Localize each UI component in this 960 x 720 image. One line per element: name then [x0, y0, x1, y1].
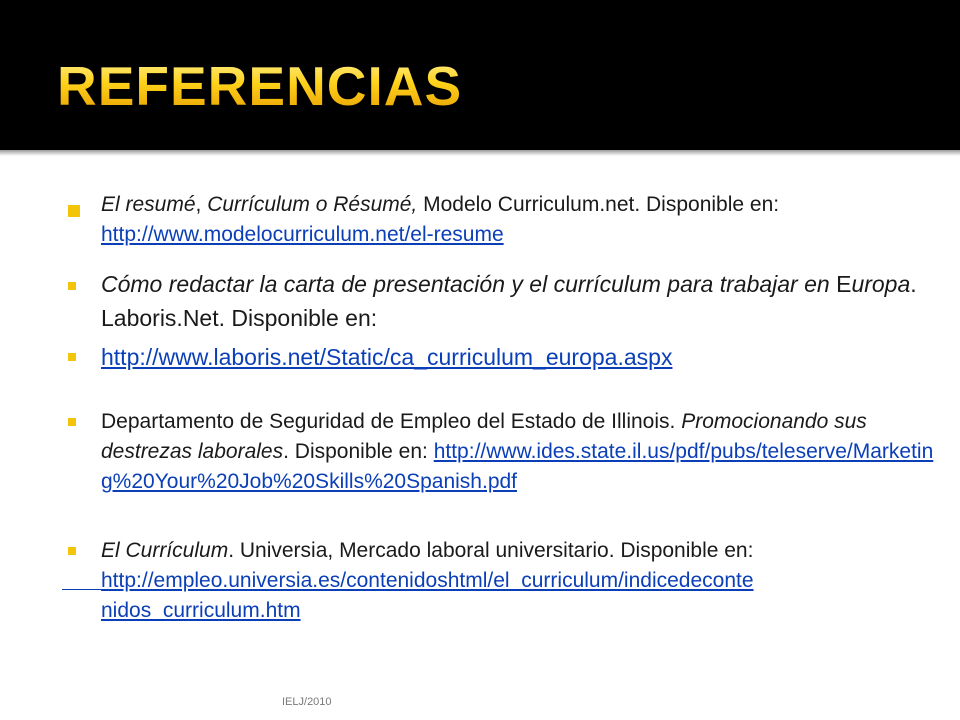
slide-header — [0, 0, 960, 150]
bullet-icon — [68, 547, 76, 555]
bullet-icon — [68, 282, 76, 290]
slide-title: REFERENCIAS — [57, 55, 463, 117]
reference-title: El resumé — [101, 193, 196, 216]
reference-link[interactable]: http://empleo.universia.es/contenidoshtml/el_curriculum/indicedeconte nidos_curriculum.htm — [101, 569, 754, 622]
reference-source: . Universia, Mercado laboral universitario. Disponible en: — [228, 539, 754, 562]
reference-item-5 — [101, 536, 941, 626]
reference-subtitle: Currículum o Résumé, — [207, 193, 418, 216]
link-underline — [62, 589, 102, 590]
reference-item-4 — [101, 407, 941, 497]
reference-source: Modelo Curriculum.net. Disponible en: — [417, 193, 780, 216]
reference-title: Promocionando sus destrezas laborales — [101, 410, 867, 463]
reference-item-2: Cómo redactar la carta de presentación y el currículum para trabajar en Europa. Laboris.Net. Disponible en: — [101, 271, 917, 331]
reference-link[interactable]: http://www.modelocurriculum.net/el-resume — [101, 223, 504, 246]
footer-text: IELJ/2010 — [282, 696, 332, 708]
reference-link[interactable]: http://www.ides.state.il.us/pdf/pubs/teleserve/Marketing%20Your%20Job%20Skills%20Spanish.pdf — [101, 440, 934, 493]
reference-source: . Laboris.Net. Disponible en: — [101, 271, 917, 331]
reference-item-3 — [101, 340, 921, 374]
reference-item-1: El resumé, Currículum o Résumé, Modelo Curriculum.net. Disponible en: http://www.modelocurriculum.net/el-resume — [101, 193, 780, 246]
bullet-icon — [68, 418, 76, 426]
reference-author: Departamento de Seguridad de Empleo del Estado de Illinois. — [101, 410, 682, 433]
reference-title: Cómo redactar la carta de presentación y el currículum para trabajar en — [101, 271, 837, 297]
reference-link[interactable]: http://www.laboris.net/Static/ca_curriculum_europa.aspx — [101, 344, 673, 370]
bullet-icon — [68, 205, 80, 217]
bullet-icon — [68, 353, 76, 361]
reference-source: . Disponible en: — [283, 440, 434, 463]
reference-title: El Currículum — [101, 539, 229, 562]
